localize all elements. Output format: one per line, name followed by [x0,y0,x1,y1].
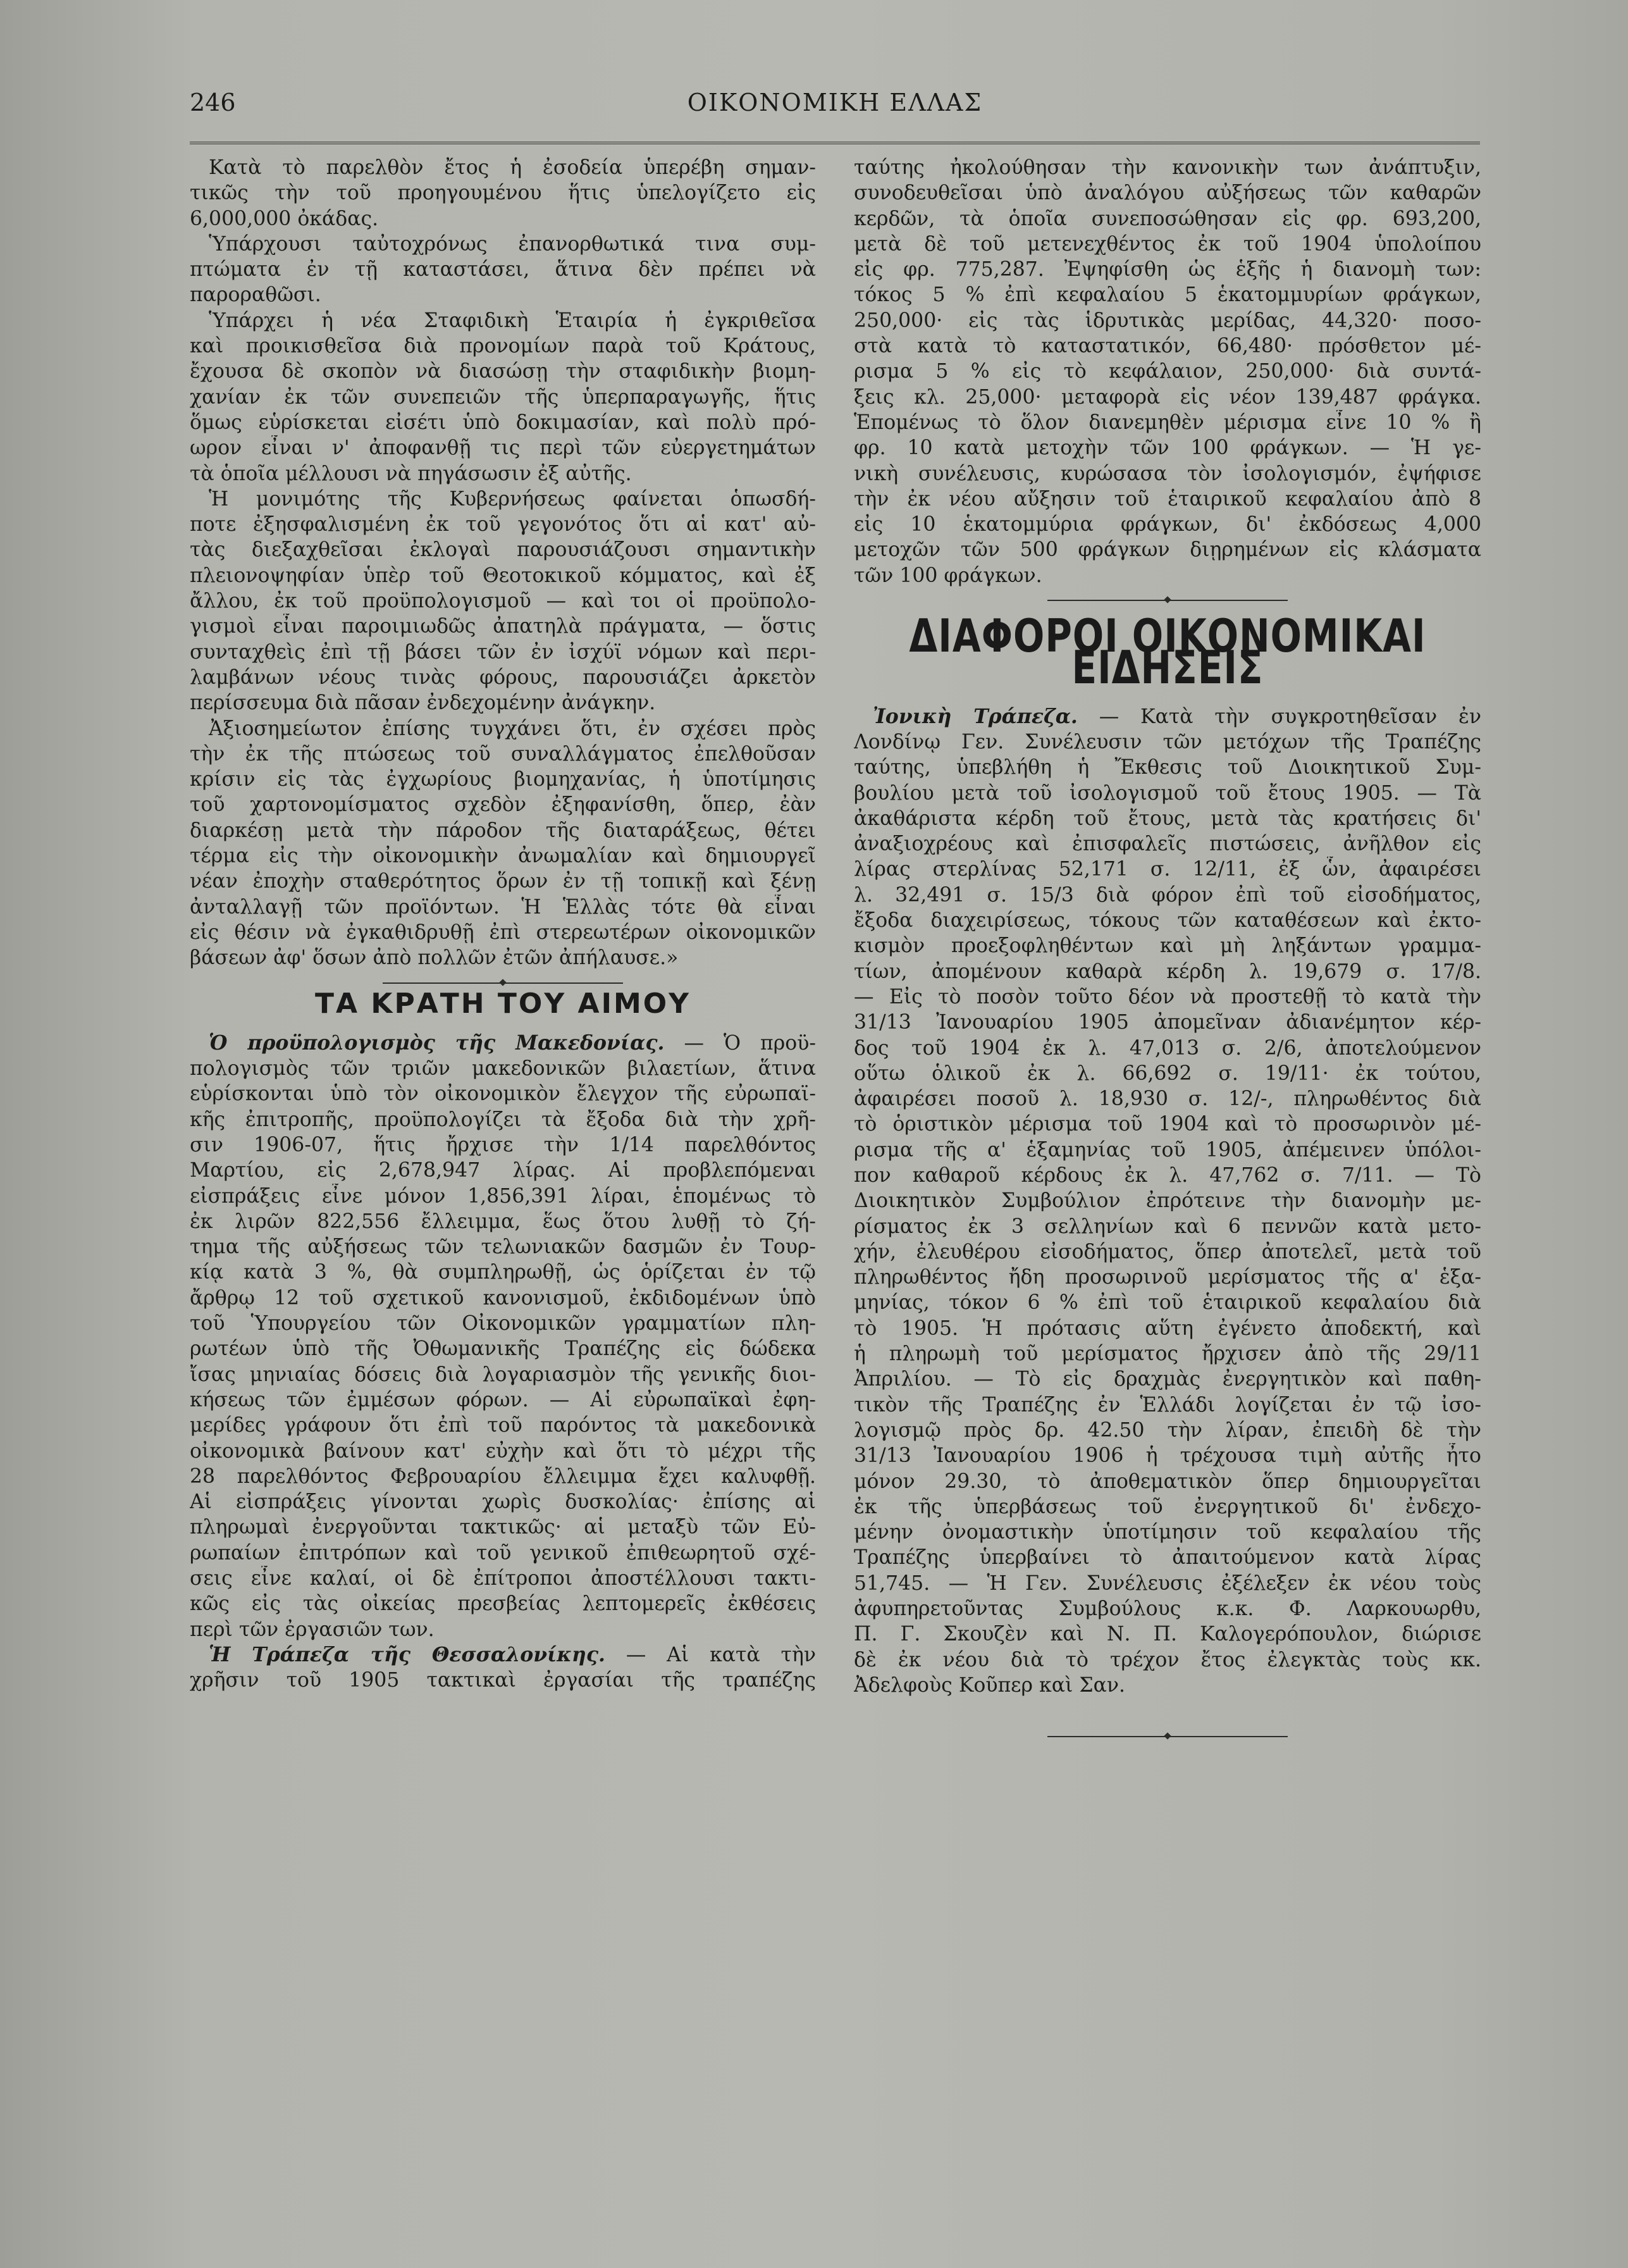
text-line: ἄρθρῳ 12 τοῦ σχετικοῦ κανονισμοῦ, ἐκδιδομένων ὑπὸ [190,1286,816,1310]
text-line: ἴσας μηνιαίας δόσεις διὰ λογαριασμὸν τῆς γενικῆς διοι- [190,1363,816,1386]
text-line: τῶν 100 φράγκων. [854,564,1042,587]
text-line: εἰς 10 ἑκατομμύρια φράγκων, δι' ἐκδόσεως 4,000 [854,513,1481,536]
text-run: — Κατὰ τὴν συγκροτηθεῖσαν ἐν [1099,705,1481,728]
section-title: ΔΙΑΦΟΡΟΙ ΟΙΚΟΝΟΜΙΚΑΙ ΕΙΔΗΣΕΙΣ [909,609,1426,695]
text-line: Ἀπριλίου. — Τὸ εἰς δραχμὰς ἐνεργητικὸν καὶ παθη- [854,1368,1481,1391]
text-line [854,704,1481,729]
text-line: λογισμῷ πρὸς δρ. 42.50 τὴν λίραν, ἐπειδὴ δὲ τὴν [854,1418,1481,1442]
paragraph-heading: Ἡ Τράπεζα τῆς Θεσσαλονίκης. [209,1642,605,1666]
text-line: τὴν ἐκ τῆς πτώσεως τοῦ συναλλάγματος ἐπελθοῦσαν [190,742,816,765]
text-line: νικὴ συνέλευσις, κυρώσασα τὸν ἰσολογισμόν, ἐψήφισε [854,462,1481,485]
text-line: 250,000· εἰς τὰς ἱδρυτικὰς μερίδας, 44,320· ποσο- [854,309,1481,332]
paragraph [190,1642,816,1694]
text-run: — Αἱ κατὰ τὴν [626,1643,816,1666]
text-line: Ἡ μονιμότης τῆς Κυβερνήσεως φαίνεται ὁπωσδή- [209,487,816,511]
text-line: μένην ὀνομαστικὴν ὑποτίμησιν τοῦ κεφαλαίου τῆς [854,1521,1481,1544]
text-line: νέαν ἐποχὴν σταθερότητος ὅρων ἐν τῇ τοπικῇ καὶ ξένῃ [190,870,816,893]
text-line: κῶς εἰς τὰς οἰκείας πρεσβείας λεπτομερεῖς ἐκθέσεις [190,1592,816,1616]
text-line: σιν 1906-07, ἥτις ἤρχισε τὴν 1/14 παρελθόντος [190,1133,816,1156]
text-line: τὸ ὁριστικὸν μέρισμα τοῦ 1904 καὶ τὸ προσωρινὸν μέ- [854,1113,1481,1136]
text-line: κισμὸν προεξοφληθέντων καὶ μὴ ληξάντων γραμμα- [854,934,1481,958]
paragraph [854,704,1481,1699]
text-line: ἔξοδα διαχειρίσεως, τόκους τῶν καταθέσεων καὶ ἐκτο- [854,909,1481,933]
text-line: τὸ 1905. Ἡ πρότασις αὕτη ἐγένετο ἀποδεκτή, καὶ [854,1317,1481,1340]
text-line: ποτε ἐξησφαλισμένη ἐκ τοῦ γεγονότος ὅτι αἱ κατ' αὐ- [190,513,816,536]
text-line: πληρωμαὶ ἐνεργοῦνται τακτικῶς· αἱ μεταξὺ τῶν Εὐ- [190,1516,816,1539]
text-line: οὕτω ὁλικοῦ ἐκ λ. 66,692 σ. 19/11· ἐκ τούτου, [854,1062,1481,1085]
section-title: ΤΑ ΚΡΑΤΗ ΤΟΥ ΑΙΜΟΥ [314,987,691,1020]
paragraph [854,155,1481,588]
text-line: μηνίας, τόκον 6 % ἐπὶ τοῦ ἑταιρικοῦ κεφαλαίου διὰ [854,1291,1481,1315]
paragraph [190,155,816,232]
text-line: σεις εἶνε καλαί, οἱ δὲ ἐπίτροποι ἀποστέλλουσι τακτι- [190,1567,816,1590]
text-line: βουλίου μετὰ τοῦ ἰσολογισμοῦ τοῦ ἔτους 1905. — Τὰ [854,781,1481,805]
text-line: τὴν ἐκ νέου αὔξησιν τοῦ ἑταιρικοῦ κεφαλαίου ἀπὸ 8 [854,487,1481,511]
text-line: κῆς ἐπιτροπῆς, προϋπολογίζει τὰ ἔξοδα διὰ τὴν χρῆ- [190,1108,816,1131]
text-line: πλειονοψηφίαν ὑπὲρ τοῦ Θεοτοκικοῦ κόμματος, καὶ ἐξ [190,564,816,587]
text-line: μετὰ δὲ τοῦ μετενεχθέντος ἐκ τοῦ 1904 ὑπολοίπου [854,232,1481,256]
text-line: πολογισμὸς τῶν τριῶν μακεδονικῶν βιλαετίων, ἅτινα [190,1057,816,1081]
text-line: ὅμως εὑρίσκεται εἰσέτι ὑπὸ δοκιμασίαν, καὶ πολὺ πρό- [190,411,816,434]
paragraph-heading: Ὁ προϋπολογισμὸς τῆς Μακεδονίας. [209,1031,665,1055]
text-line [190,1031,816,1056]
text-line: Λονδίνῳ Γεν. Συνέλευσιν τῶν μετόχων τῆς Τραπέζης [854,730,1481,753]
text-line: εἰς θέσιν νὰ ἐγκαθιδρυθῇ ἐπὶ στερεωτέρων οἰκονομικῶν [190,920,816,944]
paragraph-heading: Ἰονικὴ Τράπεζα. [873,704,1078,728]
text-line: Τραπέζης ὑπερβαίνει τὸ ἀπαιτούμενον κατὰ λίρας [854,1546,1481,1570]
text-line: λ. 32,491 σ. 15/3 διὰ φόρον ἐπὶ τοῦ εἰσοδήματος, [854,883,1481,907]
paragraph [190,232,816,308]
text-line: ἐκ τῆς ὑπερβάσεως τοῦ ἐνεργητικοῦ δι' ἐνδεχο- [854,1495,1481,1518]
text-line: ρισμα 5 % εἰς τὸ κεφάλαιον, 250,000· διὰ συντά- [854,360,1481,383]
text-line: ρισμα τῆς α' ἑξαμηνίας τοῦ 1905, ἀπέμεινεν ὑπόλοι- [854,1138,1481,1162]
text-line: ρωπαίων ἐπιτρόπων καὶ τοῦ γενικοῦ ἐπιθεωρητοῦ σχέ- [190,1541,816,1565]
text-line: ἀκαθάριστα κέρδη τοῦ ἔτους, μετὰ τὰς κρατήσεις δι' [854,807,1481,830]
text-line: ταύτης, ὑπεβλήθη ἡ Ἔκθεσις τοῦ Διοικητικοῦ Συμ- [854,756,1481,779]
text-line: καὶ προικισθεῖσα διὰ προνομίων παρὰ τοῦ Κράτους, [190,335,816,358]
text-line: τημα τῆς αὐξήσεως τῶν τελωνιακῶν δασμῶν ἐν Τουρ- [190,1236,816,1259]
text-line: συνοδευθεῖσαι ὑπὸ ἀναλόγου αὐξήσεως τῶν καθαρῶν [854,182,1481,205]
text-line: Ὑπάρχουσι ταὐτοχρόνως ἐπανορθωτικά τινα συμ- [209,232,816,256]
paragraph [190,1031,816,1642]
ornamental-separator [383,982,623,984]
text-line: πον καθαροῦ κέρδους ἐκ λ. 47,762 σ. 7/11. — Τὸ [854,1163,1481,1187]
paragraph [190,486,816,716]
text-line: χανίαν ἐκ τῶν συνεπειῶν τῆς ὑπερπαραγωγῆς, ἥτις [190,385,816,409]
text-line: ἀνταλλαγῇ τῶν προϊόντων. Ἡ Ἑλλὰς τότε θὰ εἶναι [190,895,816,919]
text-line: χρῆσιν τοῦ 1905 τακτικαὶ ἐργασίαι τῆς τραπέζης [190,1669,816,1692]
text-run: — Ὁ προϋ- [684,1031,816,1055]
text-line: 31/13 Ἰανουαρίου 1906 ἡ τρέχουσα τιμὴ αὐτῆς ἦτο [854,1444,1481,1468]
text-line: Κατὰ τὸ παρελθὸν ἔτος ἡ ἐσοδεία ὑπερέβη σημαν- [209,156,816,179]
text-line: 51,745. — Ἡ Γεν. Συνέλευσις ἐξέλεξεν ἐκ νέου τοὺς [854,1571,1481,1595]
text-line: ἀφαιρέσει ποσοῦ λ. 18,930 σ. 12/-, πληρωθέντος διὰ [854,1088,1481,1111]
text-line: βάσεων ἀφ' ὅσων ἀπὸ πολλῶν ἐτῶν ἀπήλαυσε.» [190,946,679,970]
text-line: Ὑπάρχει ἡ νέα Σταφιδικὴ Ἑταιρία ἡ ἐγκριθεῖσα [209,309,816,332]
text-line: περίσσευμα διὰ πᾶσαν ἐνδεχομένην ἀνάγκην. [190,691,656,715]
text-line: γισμοὶ εἶναι παροιμιωδῶς ἀπατηλὰ πράγματα, — ὅστις [190,615,816,638]
text-line: κρίσιν εἰς τὰς ἐγχωρίους βιομηχανίας, ἡ ὑποτίμησις [190,768,816,791]
text-line: τοῦ χαρτονομίσματος σχεδὸν ἐξηφανίσθη, ὅπερ, ἐὰν [190,793,816,817]
text-line: Ἑπομένως τὸ ὅλον διανεμηθὲν μέρισμα εἶνε 10 % ἢ [854,411,1481,434]
text-line: κίᾳ κατὰ 3 %, θὰ συμπληρωθῇ, ὡς ὁρίζεται ἐν τῷ [190,1261,816,1284]
text-line: πληρωθέντος ἤδη προσωρινοῦ μερίσματος τῆς α' ἑξα- [854,1266,1481,1289]
running-title: ΟΙΚΟΝΟΜΙΚΗ ΕΛΛΑΣ [687,89,983,116]
text-line: ἀναξιοχρέους καὶ ἐπισφαλεῖς πιστώσεις, ἀνῆλθον εἰς [854,833,1481,856]
text-line: τόκος 5 % ἐπὶ κεφαλαίου 5 ἑκατομμυρίων φράγκων, [854,283,1481,307]
text-line: οἰκονομικὰ βαίνουν κατ' εὐχὴν καὶ ὅτι τὸ μέχρι τῆς [190,1439,816,1463]
text-line [190,1642,816,1668]
text-line: εὑρίσκονται ὑπὸ τὸν οἰκονομικὸν ἔλεγχον τῆς εὐρωπαϊ- [190,1082,816,1106]
text-line: ἄλλου, ἐκ τοῦ προϋπολογισμοῦ — καὶ τοι οἱ προϋπολο- [190,590,816,613]
text-line: Μαρτίου, εἰς 2,678,947 λίρας. Αἱ προβλεπόμεναι [190,1159,816,1182]
text-line: ἐκ λιρῶν 822,556 ἔλλειμμα, ἕως ὅτου λυθῇ τὸ ζή- [190,1210,816,1233]
text-line: τὰ ὁποῖα μέλλουσι νὰ πηγάσωσιν ἐξ αὐτῆς. [190,462,632,485]
text-line: Αἱ εἰσπράξεις γίνονται χωρὶς δυσκολίας· ἐπίσης αἱ [190,1490,816,1514]
text-line: τὰς διεξαχθεῖσαι ἐκλογαὶ παρουσιάζουσι σημαντικὴν [190,538,816,562]
text-line: μετοχῶν τῶν 500 φράγκων διῃρημένων εἰς κλάσματα [854,538,1481,562]
text-line: ταύτης ἠκολούθησαν τὴν κανονικὴν των ἀνάπτυξιν, [854,156,1481,179]
text-line: συνταχθεὶς ἐπὶ τῇ βάσει τῶν ἐν ἰσχύϊ νόμων καὶ περι- [190,640,816,664]
text-line: ἔχουσα δὲ σκοπὸν νὰ διασώσῃ τὴν σταφιδικὴν βιομη- [190,360,816,383]
left-column [190,155,816,1694]
text-line: διαρκέσῃ μετὰ τὴν πάροδον τῆς διαταράξεως, θέτει [190,819,816,842]
text-line: δος τοῦ 1904 ἐκ λ. 47,013 σ. 2/6, ἀποτελούμενον [854,1036,1481,1060]
text-line: φρ. 10 κατὰ μετοχὴν τῶν 100 φράγκων. — Ἡ γε- [854,437,1481,460]
text-line: ἡ πληρωμὴ τοῦ μερίσματος ἤρχισεν ἀπὸ τῆς 29/11 [854,1342,1481,1366]
text-line: τικῶς τὴν τοῦ προηγουμένου ἥτις ὑπελογίζετο εἰς [190,182,816,205]
page-header [190,89,1480,133]
text-line: χήν, ἐλευθέρου εἰσοδήματος, ὅπερ ἀποτελεῖ, μετὰ τοῦ [854,1240,1481,1263]
text-line: ἀφυπηρετοῦντας Συμβούλους κ.κ. Φ. Λαρκουωρθυ, [854,1597,1481,1621]
text-line: ρίσματος ἐκ 3 σελληνίων καὶ 6 πεννῶν κατὰ μετο- [854,1215,1481,1238]
right-column [854,155,1481,1742]
text-line: τοῦ Ὑπουργείου τῶν Οἰκονομικῶν γραμματίων πλη- [190,1312,816,1335]
ornamental-separator [1047,600,1288,601]
text-line: πτώματα ἐν τῇ καταστάσει, ἅτινα δὲν πρέπει νὰ [190,258,816,282]
text-line: Π. Γ. Σκουζὲν καὶ Ν. Π. Καλογερόπουλον, διώρισε [854,1623,1481,1646]
paragraph [190,308,816,486]
page-number: 246 [190,89,236,116]
text-line: παροραθῶσι. [190,283,321,307]
text-line: — Εἰς τὸ ποσὸν τοῦτο δέον νὰ προστεθῇ τὸ κατὰ τὴν [854,985,1481,1008]
text-line: τέρμα εἰς τὴν οἰκονομικὴν ἀνωμαλίαν καὶ δημιουργεῖ [190,845,816,868]
text-line: στὰ κατὰ τὸ καταστατικόν, 66,480· πρόσθετον μέ- [854,335,1481,358]
text-line: τικὸν τῆς Τραπέζης ἐν Ἑλλάδι λογίζεται ἐν τῷ ἰσο- [854,1393,1481,1416]
text-line: ωρον εἶναι ν' ἀποφανθῇ τις περὶ τῶν εὐεργετημάτων [190,437,816,460]
text-line: κερδῶν, τὰ ὁποῖα συνεποσώθησαν εἰς φρ. 693,200, [854,207,1481,230]
header-rule [190,142,1480,144]
text-line: κήσεως τῶν ἐμμέσων φόρων. — Αἱ εὐρωπαϊκαὶ ἐφη- [190,1388,816,1411]
text-line: Ἀδελφοὺς Κοῦπερ καὶ Σαν. [854,1673,1126,1697]
text-line: ρωτέων ὑπὸ τῆς Ὀθωμανικῆς Τραπέζης εἰς δώδεκα [190,1337,816,1361]
text-line: περὶ τῶν ἐργασιῶν των. [190,1618,435,1641]
text-line: δὲ ἐκ νέου διὰ τὸ τρέχον ἔτος ἐλεγκτὰς τοὺς κκ. [854,1648,1481,1671]
text-line: τίων, ἀπομένουν καθαρὰ κέρδη λ. 19,679 σ. 17/8. [854,960,1481,983]
text-line: Ἀξιοσημείωτον ἐπίσης τυγχάνει ὅτι, ἐν σχέσει πρὸς [209,717,816,740]
ornamental-separator [1047,1736,1288,1737]
text-line: 28 παρελθόντος Φεβρουαρίου ἔλλειμμα ἔχει καλυφθῇ. [190,1465,816,1488]
text-line: Διοικητικὸν Συμβούλιον ἐπρότεινε τὴν διανομὴν με- [854,1189,1481,1213]
text-line: μερίδες γράφουν ὅτι ἐπὶ τοῦ παρόντος τὰ μακεδονικὰ [190,1414,816,1437]
text-line: εἰς φρ. 775,287. Ἐψηφίσθη ὡς ἑξῆς ἡ διανομὴ των: [854,258,1481,282]
paragraph [190,716,816,971]
text-line: 31/13 Ἰανουαρίου 1905 ἀπομεῖναν ἀδιανέμητον κέρ- [854,1011,1481,1034]
text-line: εἰσπράξεις εἶνε μόνον 1,856,391 λίραι, ἑπομένως τὸ [190,1184,816,1208]
text-line: 6,000,000 ὀκάδας. [190,207,379,230]
text-line: μόνον 29.30, τὸ ἀποθεματικὸν ὅπερ δημιουργεῖται [854,1470,1481,1493]
text-line: ξεις κλ. 25,000· μεταφορὰ εἰς νέον 139,487 φράγκα. [854,385,1481,409]
text-line: λαμβάνων νέους τινὰς φόρους, παρουσιάζει ἀρκετὸν [190,666,816,689]
text-line: λίρας στερλίνας 52,171 σ. 12/11, ἐξ ὧν, ἀφαιρέσει [854,858,1481,881]
